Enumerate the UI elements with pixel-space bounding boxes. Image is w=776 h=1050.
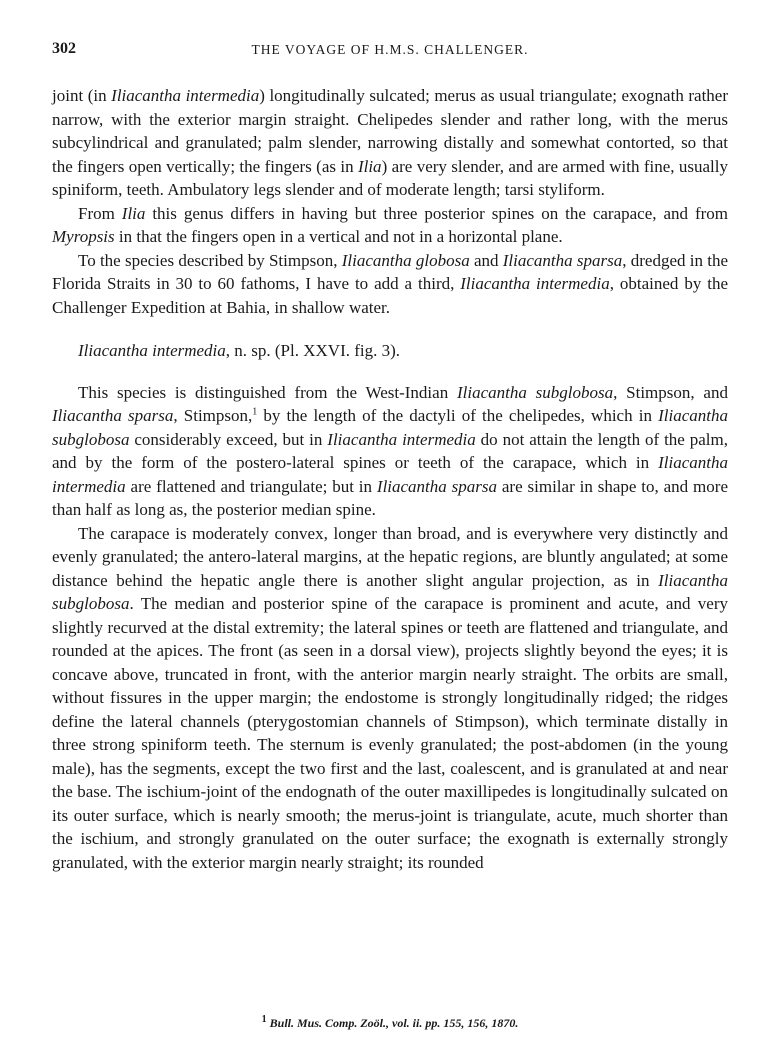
text-run: , n. sp. (Pl. XXVI. fig. 3).: [225, 341, 401, 360]
species-name: Iliacantha intermedia: [78, 341, 226, 360]
species-heading: [52, 339, 728, 363]
text-run: in that the fingers open in a vertical and not in a horizontal plane.: [114, 227, 563, 246]
text-run: joint (in: [52, 86, 112, 105]
species-name: Iliacantha subglobosa: [52, 570, 728, 613]
genus-name: Ilia: [357, 156, 382, 176]
species-name: Iliacantha intermedia: [52, 453, 728, 496]
species-name: Iliacantha sparsa: [376, 476, 498, 496]
page-number: 302: [52, 40, 76, 57]
footnote: [52, 1016, 728, 1031]
text-run: , Stimpson, and: [613, 382, 728, 402]
species-name: Iliacantha sparsa: [52, 406, 174, 425]
running-title: THE VOYAGE OF H.M.S. CHALLENGER.: [251, 42, 529, 57]
text-run: are flattened and triangulate; but in: [125, 476, 377, 496]
text-run: , dredged in the Florida Straits in 30 to 60 fathoms, I have to add a third,: [52, 250, 729, 293]
text-run: ) longitudinally sulcated; merus as usual triangulate; exognath rather narrow, with the exterior margin straight. Chelipedes slender and rather long, with the merus subcylindrical and granulated; palm slender, narrowing distally and somewhat contorted, so that the fingers open vertically; the fingers (as in: [52, 86, 729, 176]
paragraph-species-distinction: [52, 381, 728, 522]
species-name: Iliacantha globosa: [341, 250, 470, 270]
text-run: To the species described by Stimpson,: [78, 250, 342, 270]
genus-name: Myropsis: [52, 227, 115, 246]
paragraph-carapace-description: [52, 522, 728, 875]
text-run: ) are very slender, and are armed with fine, usually spiniform, teeth. Ambulatory legs slender and of moderate length; tarsi styliform.: [52, 156, 728, 199]
text-run: do not attain the length of the palm, and by the form of the postero-lateral spines or teeth of the carapace, which in: [52, 429, 728, 472]
species-name: Iliacantha intermedia: [327, 429, 476, 449]
text-run: . The median and posterior spine of the carapace is prominent and acute, and very slightly recurved at the distal extremity; the lateral spines or teeth are flattened and triangulate, and rounded at the apices. The front (as seen in a dorsal view), projects slightly beyond the eyes; it is concave above, truncated in front, with the anterior margin nearly straight. The orbits are small, without fissures in the upper margin; the endostome is strongly longitudinally ridged; the ridges define the lateral channels (pterygostomian channels of Stimpson), which terminate distally in three strong spiniform teeth. The sternum is evenly granulated; the post-abdomen (in the young male), has the segments, except the two first and the last, coalescent, and is granulated at and near the base. The ischium-joint of the endognath of the outer maxillipedes is longitudinally sulcated on its outer surface, which is nearly smooth; the merus-joint is triangulate, acute, much shorter than the ischium, and strongly granulated on the outer surface; the exognath is externally strongly granulated, with the exterior margin nearly straight; its rounded: [52, 594, 728, 872]
text-run: This species is distinguished from the West-Indian: [78, 382, 457, 402]
paragraph-species-list: [52, 249, 728, 320]
text-run: and: [469, 250, 503, 270]
body-text: [52, 84, 728, 874]
species-name: Iliacantha intermedia: [111, 86, 260, 105]
text-run: are similar in shape to, and more than half as long as, the posterior median spine.: [52, 476, 728, 519]
text-run: this genus differs in having but three posterior spines on the carapace, and from: [145, 203, 728, 223]
text-run: The carapace is moderately convex, longer than broad, and is everywhere very distinctly and evenly granulated; the antero-lateral margins, at the hepatic regions, are bluntly angulated; at some distance behind the hepatic angle there is another slight angular projection, as in: [52, 523, 728, 590]
text-run: , Stimpson,: [173, 406, 253, 425]
species-name: Iliacantha sparsa: [502, 250, 623, 270]
footnote-number: 1: [261, 1014, 267, 1025]
text-run: From: [78, 203, 122, 223]
text-run: , obtained by the Challenger Expedition at Bahia, in shallow water.: [52, 274, 729, 317]
footnote-marker: 1: [252, 406, 258, 418]
species-name: Iliacantha intermedia: [460, 274, 610, 293]
genus-name: Ilia: [121, 203, 146, 223]
footnote-citation: Bull. Mus. Comp. Zoöl., vol. ii. pp. 155, 156, 1870.: [266, 1016, 519, 1030]
page-header: [52, 40, 728, 64]
paragraph-genus-description: [52, 84, 728, 202]
paragraph-genus-differences: [52, 202, 728, 249]
species-name: Iliacantha subglobosa: [457, 382, 614, 402]
text-run: by the length of the dactyli of the chelipedes, which in: [257, 406, 659, 425]
species-name: Iliacantha subglobosa: [52, 406, 728, 449]
text-run: considerably exceed, but in: [129, 429, 328, 449]
